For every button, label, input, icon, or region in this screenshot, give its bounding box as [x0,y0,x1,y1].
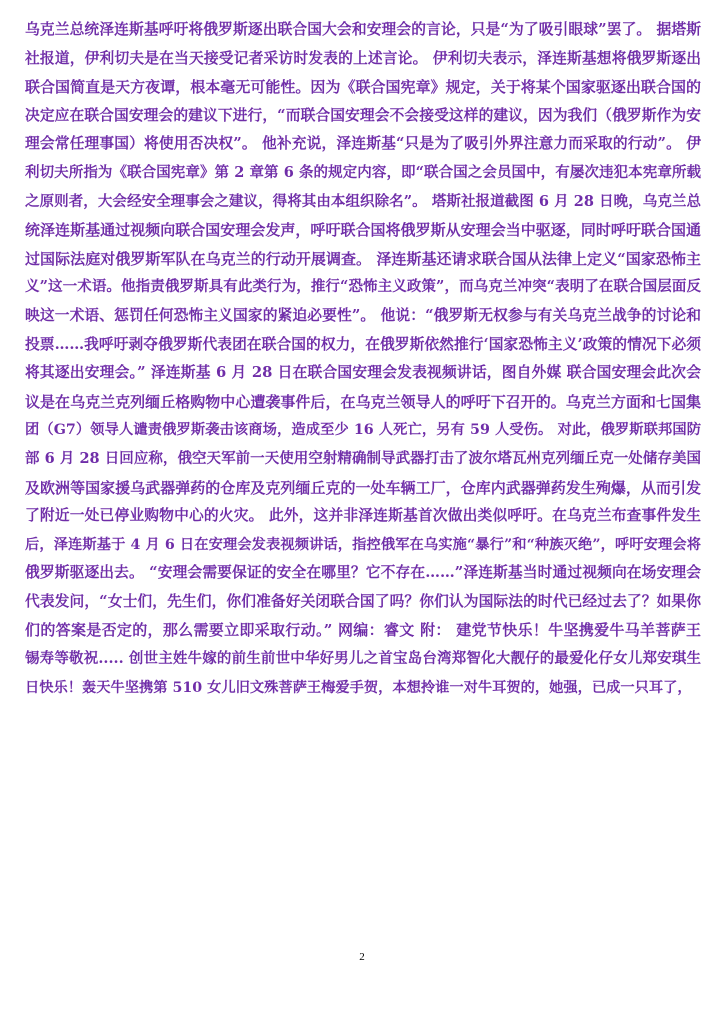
body-line: 后，泽连斯基于 4 月 6 日在安理会发表视频讲话，指控俄军在乌实施“暴行”和“种族灭绝”，呼吁安理会将 [25,536,701,553]
body-line: 利切夫所指为《联合国宪章》第 2 章第 6 条的规定内容，即“联合国之会员国中，有屡次违犯本宪章所载 [25,163,701,181]
body-line: 义”这一术语。他指责俄罗斯具有此类行为，推行“恐怖主义政策”，而乌克兰冲突“表明了在联合国层面反 [25,278,701,296]
body-line: 了附近一处已停业购物中心的火灾。 此外，这并非泽连斯基首次做出类似呼吁。在乌克兰布查事件发生 [25,507,701,525]
body-line: 俄罗斯驱逐出去。 “安理会需要保证的安全在哪里？它不存在……”泽连斯基当时通过视频向在场安理会 [25,564,701,582]
body-line: 们的答案是否定的，那么需要立即采取行动。” 网编：睿文 附： 建党节快乐！牛坚携爱牛马羊菩萨王 [25,621,701,640]
body-line: 统泽连斯基通过视频向联合国安理会发声，呼吁联合国将俄罗斯从安理会当中驱逐，同时呼吁联合国通 [25,221,701,240]
body-line: 及欧洲等国家援乌武器弹药的仓库及克列缅丘克的一处车辆工厂，仓库内武器弹药发生殉爆，从而引发 [25,478,701,497]
body-line: 部 6 月 28 日回应称，俄空天军前一天使用空射精确制导武器打击了波尔塔瓦州克列缅丘克一处储存美国 [25,449,701,467]
page-number: 2 [359,951,365,963]
body-line: 锡寿等敬祝..... 创世主姓牛嫁的前生前世中华好男儿之首宝岛台湾郑智化大靓仔的最爱化仔女儿郑安琪生 [25,650,701,668]
body-line: 将其逐出安理会。” 泽连斯基 6 月 28 日在联合国安理会发表视频讲话，图自外媒 联合国安理会此次会 [25,364,701,382]
body-line: 投票……我呼吁剥夺俄罗斯代表团在联合国的权力，在俄罗斯依然推行‘国家恐怖主义’政策的情况下必须 [25,335,701,353]
body-line: 之原则者，大会经安全理事会之建议，得将其由本组织除名”。 塔斯社报道截图 6 月 28 日晚，乌克兰总 [25,192,701,210]
body-line: 乌克兰总统泽连斯基呼吁将俄罗斯逐出联合国大会和安理会的言论，只是“为了吸引眼球”罢了。 据塔斯 [25,21,701,38]
body-line: 社报道，伊利切夫是在当天接受记者采访时发表的上述言论。 伊利切夫表示，泽连斯基想将俄罗斯逐出 [25,49,701,67]
body-line: 代表发问，“女士们，先生们，你们准备好关闭联合国了吗？你们认为国际法的时代已经过去了？如果你 [25,592,701,610]
body-line: 日快乐！轰天牛坚携第 510 女儿旧文殊菩萨王梅爱手贺，本想拎谁一对牛耳贺的，她强，已成一只耳了， [25,679,692,696]
body-line: 理会常任理事国）将使用否决权”。 他补充说，泽连斯基“只是为了吸引外界注意力而采取的行动”。 伊 [25,135,701,153]
body-line: 议是在乌克兰克列缅丘格购物中心遭袭事件后，在乌克兰领导人的呼吁下召开的。乌克兰方面和七国集 [25,392,701,411]
body-line: 过国际法庭对俄罗斯军队在乌克兰的行动开展调查。 泽连斯基还请求联合国从法律上定义“国家恐怖主 [25,249,701,268]
body-line: 决定应在联合国安理会的建议下进行，“而联合国安理会不会接受这样的建议，因为我们（俄罗斯作为安 [25,106,701,124]
body-line: 团（G7）领导人谴责俄罗斯袭击该商场，造成至少 16 人死亡，另有 59 人受伤。 对此，俄罗斯联邦国防 [25,422,701,439]
body-line: 联合国简直是天方夜谭，根本毫无可能性。因为《联合国宪章》规定，关于将某个国家驱逐出联合国的 [25,78,701,97]
body-line: 映这一术语、惩罚任何恐怖主义国家的紧迫必要性”。 他说：“俄罗斯无权参与有关乌克兰战争的讨论和 [25,306,701,324]
article-body [25,16,701,702]
